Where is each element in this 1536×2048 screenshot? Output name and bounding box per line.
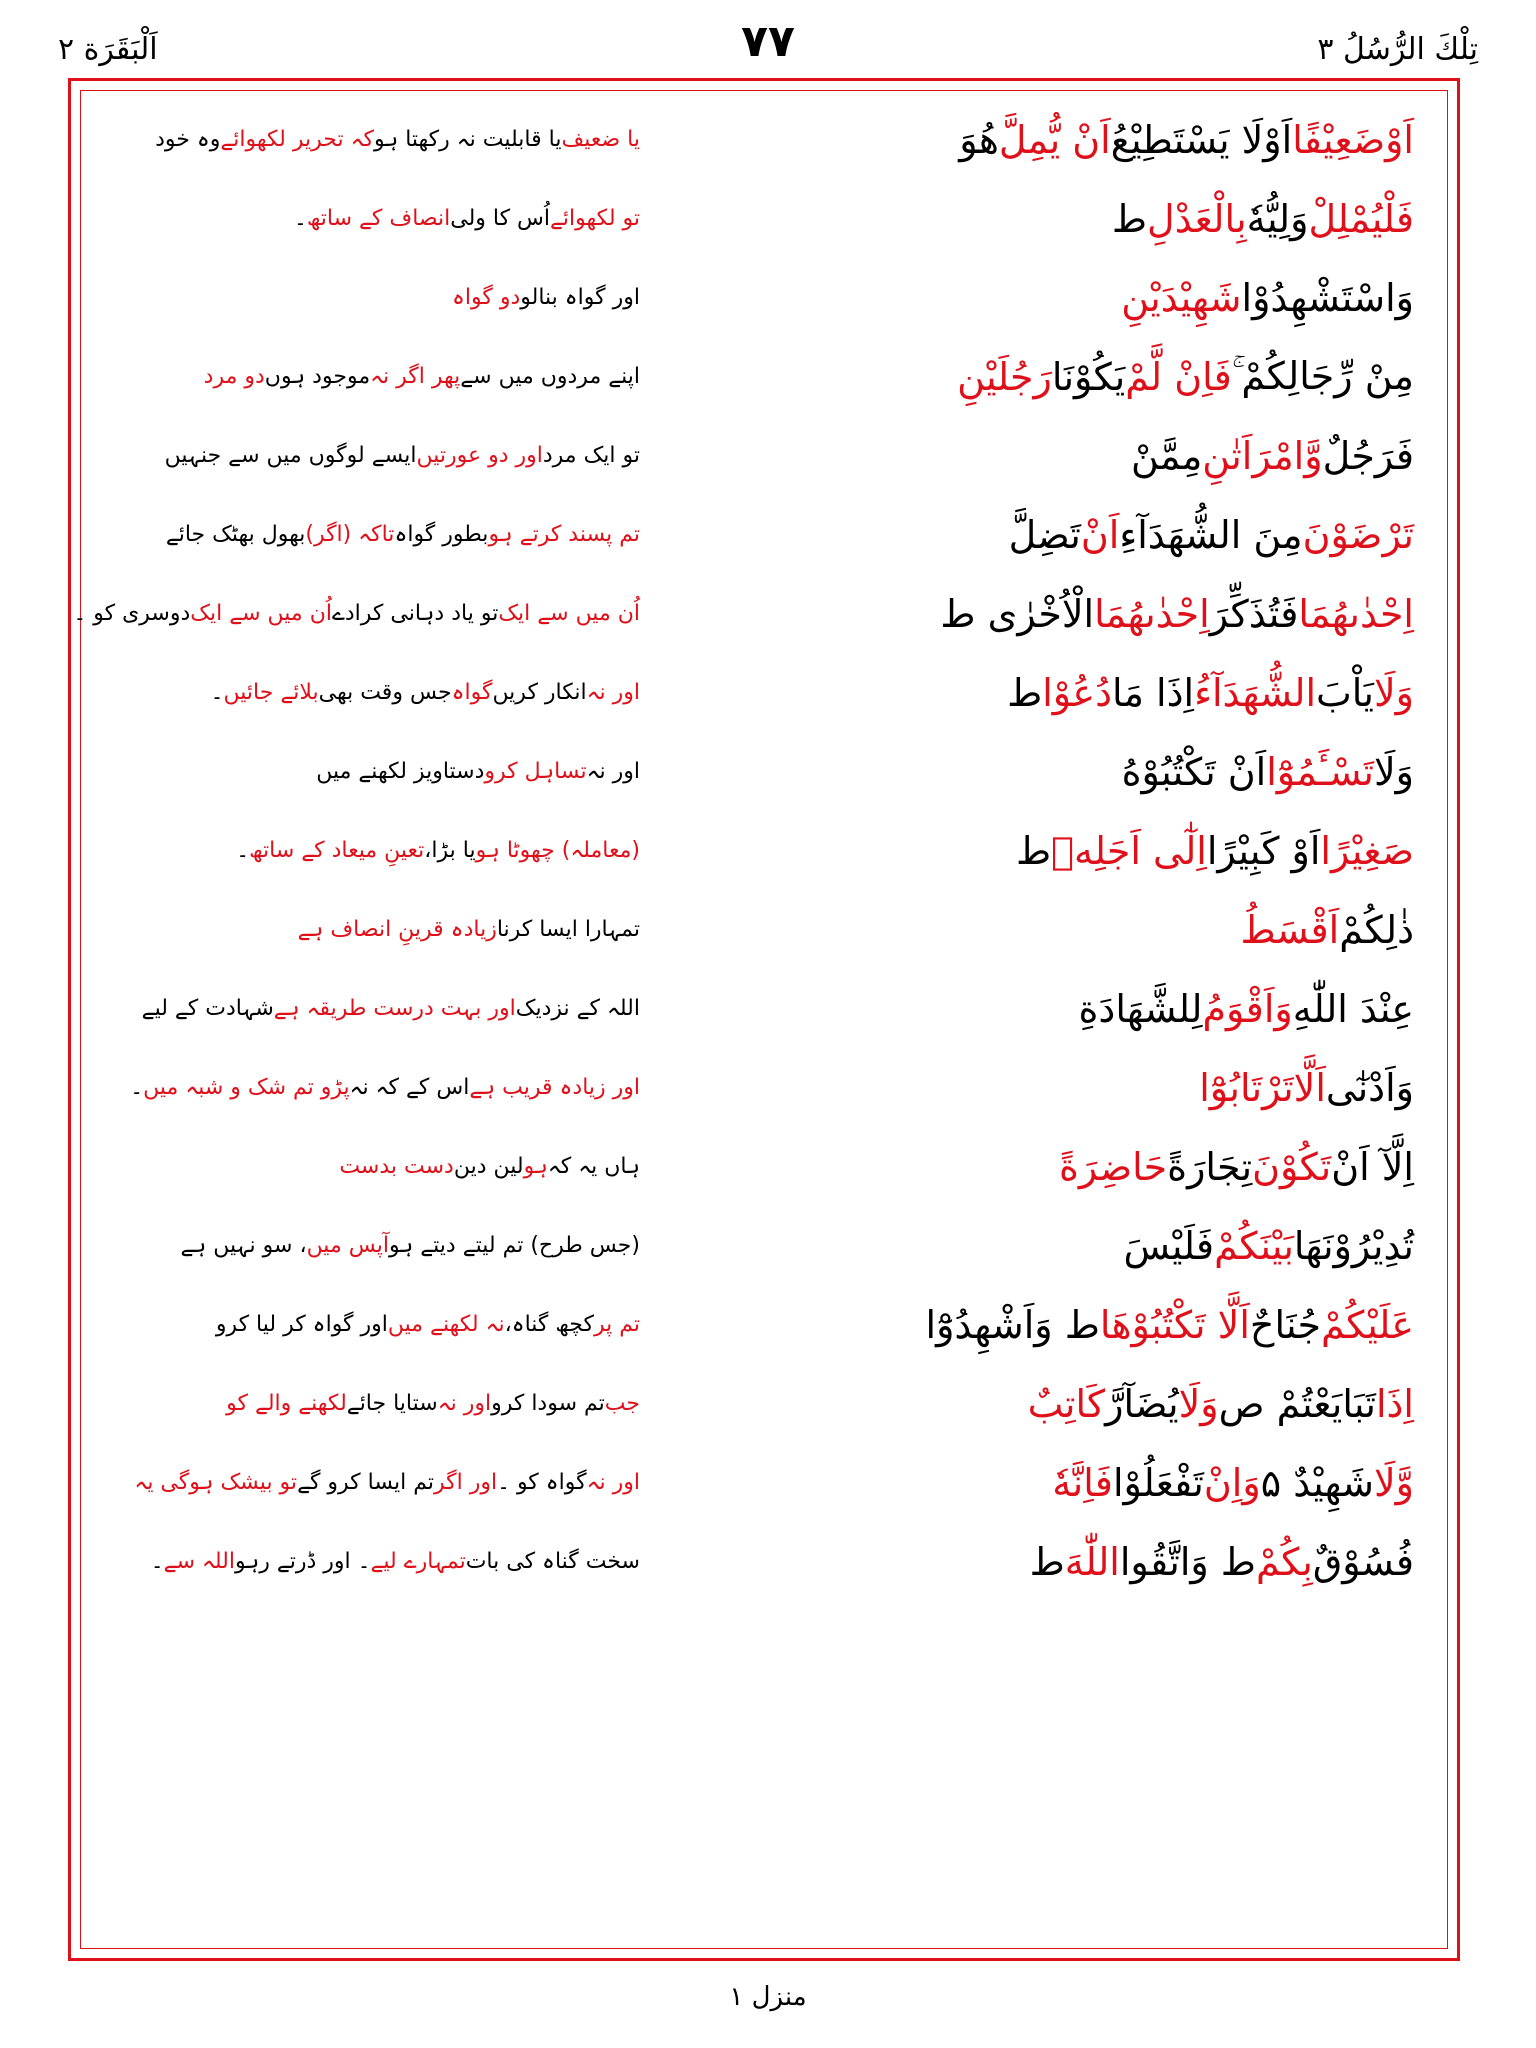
arabic-segment: دُعُوْا: [1042, 670, 1113, 715]
urdu-segment: ۔: [236, 838, 250, 863]
urdu-translation-line: [95, 1206, 640, 1285]
arabic-segment: ط: [1029, 1539, 1065, 1584]
urdu-translation-line: [95, 1443, 640, 1522]
urdu-segment: بطور گواہ: [394, 522, 489, 547]
arabic-segment: ذٰلِكُمْ: [1339, 907, 1414, 952]
header-surah-title: اَلْبَقَرَة ٢: [58, 32, 158, 67]
verse-row: [80, 1285, 1448, 1364]
arabic-verse-line: [794, 811, 1414, 890]
verse-row: [80, 890, 1448, 969]
arabic-segment: اِذَا مَا: [1112, 670, 1195, 715]
urdu-segment: کچھ گناہ،: [504, 1312, 594, 1337]
urdu-segment: تمہارے لیے: [370, 1549, 466, 1574]
urdu-segment: (جس طرح) تم لیتے دیتے ہو: [389, 1233, 640, 1258]
urdu-segment: پڑو تم شک و شبہ میں: [143, 1075, 350, 1100]
arabic-segment: اَوْ كَبِيْرًا: [1206, 828, 1321, 873]
arabic-segment: مِنْ رِّجَالِكُمْ ۚ: [1231, 354, 1414, 398]
verse-row: [80, 653, 1448, 732]
urdu-segment: تم سودا کرو: [491, 1391, 605, 1416]
urdu-segment: اور گواہ بنالو: [520, 285, 640, 310]
urdu-translation-line: [95, 416, 640, 495]
arabic-segment: بَيْنَكُمْ: [1214, 1223, 1294, 1268]
urdu-segment: تساہل کرو: [484, 759, 587, 784]
urdu-segment: آپس میں: [306, 1233, 390, 1258]
arabic-segment: الشُّهَدَآءُ: [1194, 670, 1317, 715]
urdu-segment: اور زیادہ قریب ہے: [469, 1075, 640, 1100]
urdu-segment: ہاں یہ کہ: [547, 1154, 640, 1179]
urdu-segment: اور بہت درست طریقہ ہے: [273, 996, 516, 1021]
arabic-segment: هُوَ: [959, 117, 999, 162]
arabic-verse-line: [794, 1048, 1414, 1127]
arabic-segment: وَلَا: [1178, 1381, 1219, 1426]
urdu-segment: سخت گناہ کی بات: [465, 1549, 640, 1574]
arabic-segment: وَّلَا: [1373, 1460, 1414, 1505]
manzil-footer: منزل ١: [729, 1982, 807, 2012]
urdu-segment: دو گواہ: [452, 285, 521, 310]
arabic-segment: اَلَّا تَكْتُبُوْهَا: [1099, 1302, 1250, 1347]
urdu-segment: ۔: [294, 206, 307, 231]
arabic-segment: فَلَيْسَ: [1123, 1223, 1215, 1268]
arabic-segment: تَرْضَوْنَ: [1302, 512, 1414, 557]
arabic-segment: حَاضِرَةً: [1058, 1144, 1168, 1189]
urdu-segment: دوسری کو ۔: [73, 601, 191, 626]
urdu-segment: اور نہ: [586, 680, 640, 705]
urdu-segment: یا قابلیت نہ رکھتا ہو: [373, 127, 562, 152]
urdu-translation-line: [95, 179, 640, 258]
urdu-segment: تعینِ میعاد کے ساتھ: [249, 838, 425, 863]
arabic-segment: اِذَا: [1375, 1381, 1414, 1426]
urdu-segment: تو یاد دہانی کرادے: [331, 601, 499, 626]
urdu-segment: ستایا جائے: [346, 1391, 438, 1416]
arabic-segment: جُنَاحٌ: [1249, 1302, 1321, 1347]
arabic-segment: اَوْلَا يَسْتَطِيْعُ: [1110, 117, 1293, 162]
arabic-verse-line: [794, 179, 1414, 258]
urdu-segment: ہو: [523, 1154, 548, 1179]
arabic-segment: مِمَّنْ: [1131, 433, 1203, 478]
arabic-verse-line: [794, 495, 1414, 574]
urdu-segment: (معاملہ) چھوٹا ہو: [475, 838, 640, 863]
urdu-segment: ، سو نہیں ہے: [180, 1233, 307, 1258]
urdu-segment: دو مرد: [203, 364, 265, 389]
arabic-verse-line: [794, 100, 1414, 179]
urdu-segment: اور نہ: [586, 1470, 640, 1495]
verse-row: [80, 1127, 1448, 1206]
arabic-segment: يَكُوْنَا: [1051, 354, 1126, 399]
arabic-segment: عِنْدَ اللّٰهِ: [1292, 986, 1414, 1031]
arabic-segment: اَنْ يُّمِلَّ: [998, 117, 1111, 162]
urdu-translation-line: [95, 1127, 640, 1206]
arabic-segment: وَاِنْ: [1203, 1460, 1261, 1505]
arabic-verse-line: [794, 969, 1414, 1048]
arabic-verse-line: [794, 890, 1414, 969]
arabic-segment: الْاُخْرٰى ط: [940, 591, 1095, 636]
arabic-segment: تِجَارَةً: [1167, 1144, 1253, 1189]
arabic-verse-line: [794, 1285, 1414, 1364]
urdu-translation-line: [95, 969, 640, 1048]
urdu-segment: تو لکھوائے: [550, 206, 640, 231]
arabic-segment: فَرَجُلٌ: [1322, 433, 1414, 478]
arabic-segment: يَاْبَ: [1316, 670, 1374, 715]
urdu-segment: اللہ کے نزدیک: [515, 996, 640, 1021]
arabic-segment: تَكُوْنَ: [1252, 1144, 1332, 1189]
urdu-segment: تم پر: [593, 1312, 640, 1337]
urdu-segment: اس کے کہ نہ: [349, 1075, 470, 1100]
arabic-segment: لِلشَّهَادَةِ: [1078, 986, 1203, 1031]
arabic-segment: كَاتِبٌ: [1027, 1381, 1106, 1426]
verse-row: [80, 1443, 1448, 1522]
urdu-segment: یا ضعیف: [561, 127, 640, 152]
urdu-segment: انکار کریں: [492, 680, 587, 705]
urdu-segment: شہادت کے لیے: [141, 996, 274, 1021]
urdu-segment: گواہ کو ۔: [497, 1470, 587, 1495]
arabic-segment: اِلَّآ اَنْ: [1331, 1144, 1414, 1189]
urdu-segment: ۔: [150, 1549, 164, 1574]
arabic-segment: وَاسْتَشْهِدُوْا: [1241, 275, 1414, 320]
urdu-translation-line: [95, 1285, 640, 1364]
arabic-segment: اِلٰٓى اَجَلِهٖ: [1051, 828, 1207, 873]
urdu-segment: بلائے جائیں: [223, 680, 319, 705]
arabic-segment: شَهِيْدٌ ۵: [1260, 1460, 1374, 1505]
urdu-segment: وہ خود: [155, 127, 221, 152]
verse-row: [80, 1522, 1448, 1601]
arabic-segment: مِنَ الشُّهَدَآءِ: [1119, 512, 1303, 557]
arabic-segment: تَبَايَعْتُمْ ص: [1218, 1381, 1376, 1426]
arabic-segment: شَهِيْدَيْنِ: [1121, 275, 1242, 320]
header-juz-title: تِلْكَ الرُّسُلُ ٣: [1317, 32, 1478, 67]
urdu-translation-line: [95, 337, 640, 416]
verse-row: [80, 179, 1448, 258]
arabic-segment: ط وَاَشْهِدُوْٓا: [925, 1302, 1100, 1347]
urdu-segment: تو ایک مرد: [542, 443, 640, 468]
arabic-segment: اَقْسَطُ: [1240, 907, 1340, 952]
arabic-verse-line: [794, 1443, 1414, 1522]
arabic-segment: ط: [1016, 828, 1052, 873]
arabic-segment: عَلَيْكُمْ: [1321, 1302, 1414, 1347]
arabic-segment: تَفْعَلُوْا: [1112, 1460, 1204, 1505]
urdu-segment: اُن میں سے ایک: [190, 601, 332, 626]
urdu-translation-line: [95, 1522, 640, 1601]
urdu-segment: دستاویز لکھنے میں: [316, 759, 485, 784]
urdu-segment: اُس کا ولی: [450, 206, 551, 231]
arabic-segment: تَضِلَّ: [1008, 512, 1081, 557]
urdu-segment: جب: [604, 1391, 640, 1416]
arabic-verse-line: [794, 574, 1414, 653]
urdu-segment: اور اگر: [433, 1470, 498, 1495]
arabic-segment: تُدِيْرُوْنَهَا: [1293, 1223, 1414, 1268]
verse-row: [80, 732, 1448, 811]
arabic-segment: رَجُلَيْنِ: [957, 354, 1052, 399]
urdu-segment: ۔: [130, 1075, 144, 1100]
urdu-segment: تم ایسا کرو گے: [297, 1470, 434, 1495]
verse-row: [80, 1364, 1448, 1443]
urdu-translation-line: [95, 495, 640, 574]
urdu-segment: جس وقت بھی: [318, 680, 452, 705]
verse-row: [80, 495, 1448, 574]
urdu-segment: تم پسند کرتے ہو: [488, 522, 640, 547]
urdu-translation-line: [95, 1048, 640, 1127]
arabic-segment: فُسُوْقٌ: [1312, 1539, 1414, 1584]
urdu-segment: ایسے لوگوں میں سے جنہیں: [164, 443, 417, 468]
urdu-segment: ۔ اور ڈرتے رہو: [234, 1549, 371, 1574]
verse-row: [80, 337, 1448, 416]
urdu-segment: کہ تحریر لکھوائے: [220, 127, 374, 152]
urdu-segment: انصاف کے ساتھ: [306, 206, 451, 231]
arabic-verse-line: [794, 1364, 1414, 1443]
arabic-segment: صَغِيْرًا: [1320, 828, 1414, 873]
urdu-translation-line: [95, 100, 640, 179]
arabic-segment: اللّٰهَ: [1064, 1539, 1120, 1584]
arabic-segment: بِالْعَدْلِ: [1147, 196, 1247, 241]
urdu-segment: اور نہ: [586, 759, 640, 784]
urdu-segment: لکھنے والے کو: [226, 1391, 347, 1416]
urdu-translation-line: [73, 574, 640, 653]
urdu-translation-line: [95, 1364, 640, 1443]
arabic-segment: اَنْ: [1080, 512, 1120, 557]
urdu-translation-line: [95, 811, 640, 890]
verse-row: [80, 811, 1448, 890]
arabic-segment: فَلْيُمْلِلْ: [1308, 196, 1414, 241]
verse-row: [80, 1048, 1448, 1127]
verse-row: [80, 1206, 1448, 1285]
urdu-segment: لین دین: [453, 1154, 524, 1179]
arabic-segment: ط: [1111, 196, 1148, 241]
urdu-segment: تمہارا ایسا کرنا: [496, 917, 640, 942]
urdu-segment: اور گواہ کر لیا کرو: [215, 1312, 388, 1337]
arabic-segment: وَلَا: [1373, 749, 1414, 794]
arabic-verse-line: [794, 732, 1414, 811]
arabic-segment: بِكُمْ: [1255, 1539, 1313, 1584]
arabic-verse-line: [794, 1206, 1414, 1285]
arabic-segment: اِحْدٰىهُمَا: [1298, 591, 1414, 636]
urdu-segment: زیادہ قرینِ انصاف ہے: [297, 917, 497, 942]
verse-row: [80, 969, 1448, 1048]
verse-row: [73, 574, 1448, 653]
urdu-segment: ۔: [210, 680, 224, 705]
arabic-segment: تَسْـَٔمُوْٓا: [1266, 749, 1374, 794]
arabic-verse-line: [794, 1127, 1414, 1206]
urdu-segment: تو بیشک ہوگی یہ: [134, 1470, 298, 1495]
urdu-segment: اور دو عورتیں: [416, 443, 543, 468]
urdu-segment: اُن میں سے ایک: [498, 601, 640, 626]
urdu-segment: دست بدست: [339, 1154, 454, 1179]
arabic-segment: وَلِيُّهٗ: [1246, 196, 1309, 241]
urdu-segment: اپنے مردوں میں سے: [460, 364, 640, 389]
arabic-verse-line: [794, 1522, 1414, 1601]
arabic-segment: يُضَآرَّ: [1105, 1381, 1179, 1426]
urdu-segment: نہ لکھنے میں: [387, 1312, 505, 1337]
arabic-segment: وَاَقْوَمُ: [1202, 986, 1293, 1031]
arabic-segment: اَلَّا: [1293, 1065, 1326, 1110]
urdu-segment: بھول بھٹک جائے: [165, 522, 306, 547]
verse-row: [80, 100, 1448, 179]
page-number: ٧٧: [741, 16, 795, 67]
arabic-verse-line: [794, 653, 1414, 732]
arabic-verse-line: [794, 416, 1414, 495]
arabic-segment: ط وَاتَّقُوا: [1119, 1539, 1256, 1584]
arabic-segment: وَلَا: [1373, 670, 1414, 715]
verse-row: [80, 416, 1448, 495]
arabic-segment: ط: [1007, 670, 1043, 715]
urdu-segment: یا بڑا،: [424, 838, 476, 863]
urdu-translation-line: [95, 258, 640, 337]
arabic-segment: اَنْ تَكْتُبُوْهُ: [1121, 749, 1267, 794]
arabic-segment: فَاِنَّهٗ: [1052, 1460, 1113, 1505]
urdu-translation-line: [95, 732, 640, 811]
arabic-segment: وَاَدْنٰٓى: [1325, 1065, 1414, 1110]
urdu-segment: اور نہ: [437, 1391, 492, 1416]
arabic-verse-line: [794, 337, 1414, 416]
arabic-segment: فَاِنْ لَّمْ: [1125, 354, 1232, 399]
arabic-segment: اِحْدٰىهُمَا: [1094, 591, 1210, 636]
verse-rows: [73, 100, 1448, 1601]
arabic-segment: اَوْضَعِيْفًا: [1292, 117, 1414, 162]
urdu-translation-line: [95, 653, 640, 732]
verse-row: [80, 258, 1448, 337]
urdu-segment: گواہ: [451, 680, 493, 705]
urdu-translation-line: [95, 890, 640, 969]
urdu-segment: پھر اگر نہ: [370, 364, 461, 389]
arabic-segment: وَّامْرَاَتٰنِ: [1202, 433, 1323, 478]
urdu-segment: تاکہ (اگر): [305, 522, 395, 547]
arabic-segment: تَرْتَابُوْٓا: [1199, 1065, 1294, 1110]
arabic-segment: فَتُذَكِّرَ: [1209, 591, 1299, 636]
arabic-verse-line: [794, 258, 1414, 337]
urdu-segment: اللہ سے: [163, 1549, 235, 1574]
urdu-segment: موجود ہوں: [264, 364, 371, 389]
